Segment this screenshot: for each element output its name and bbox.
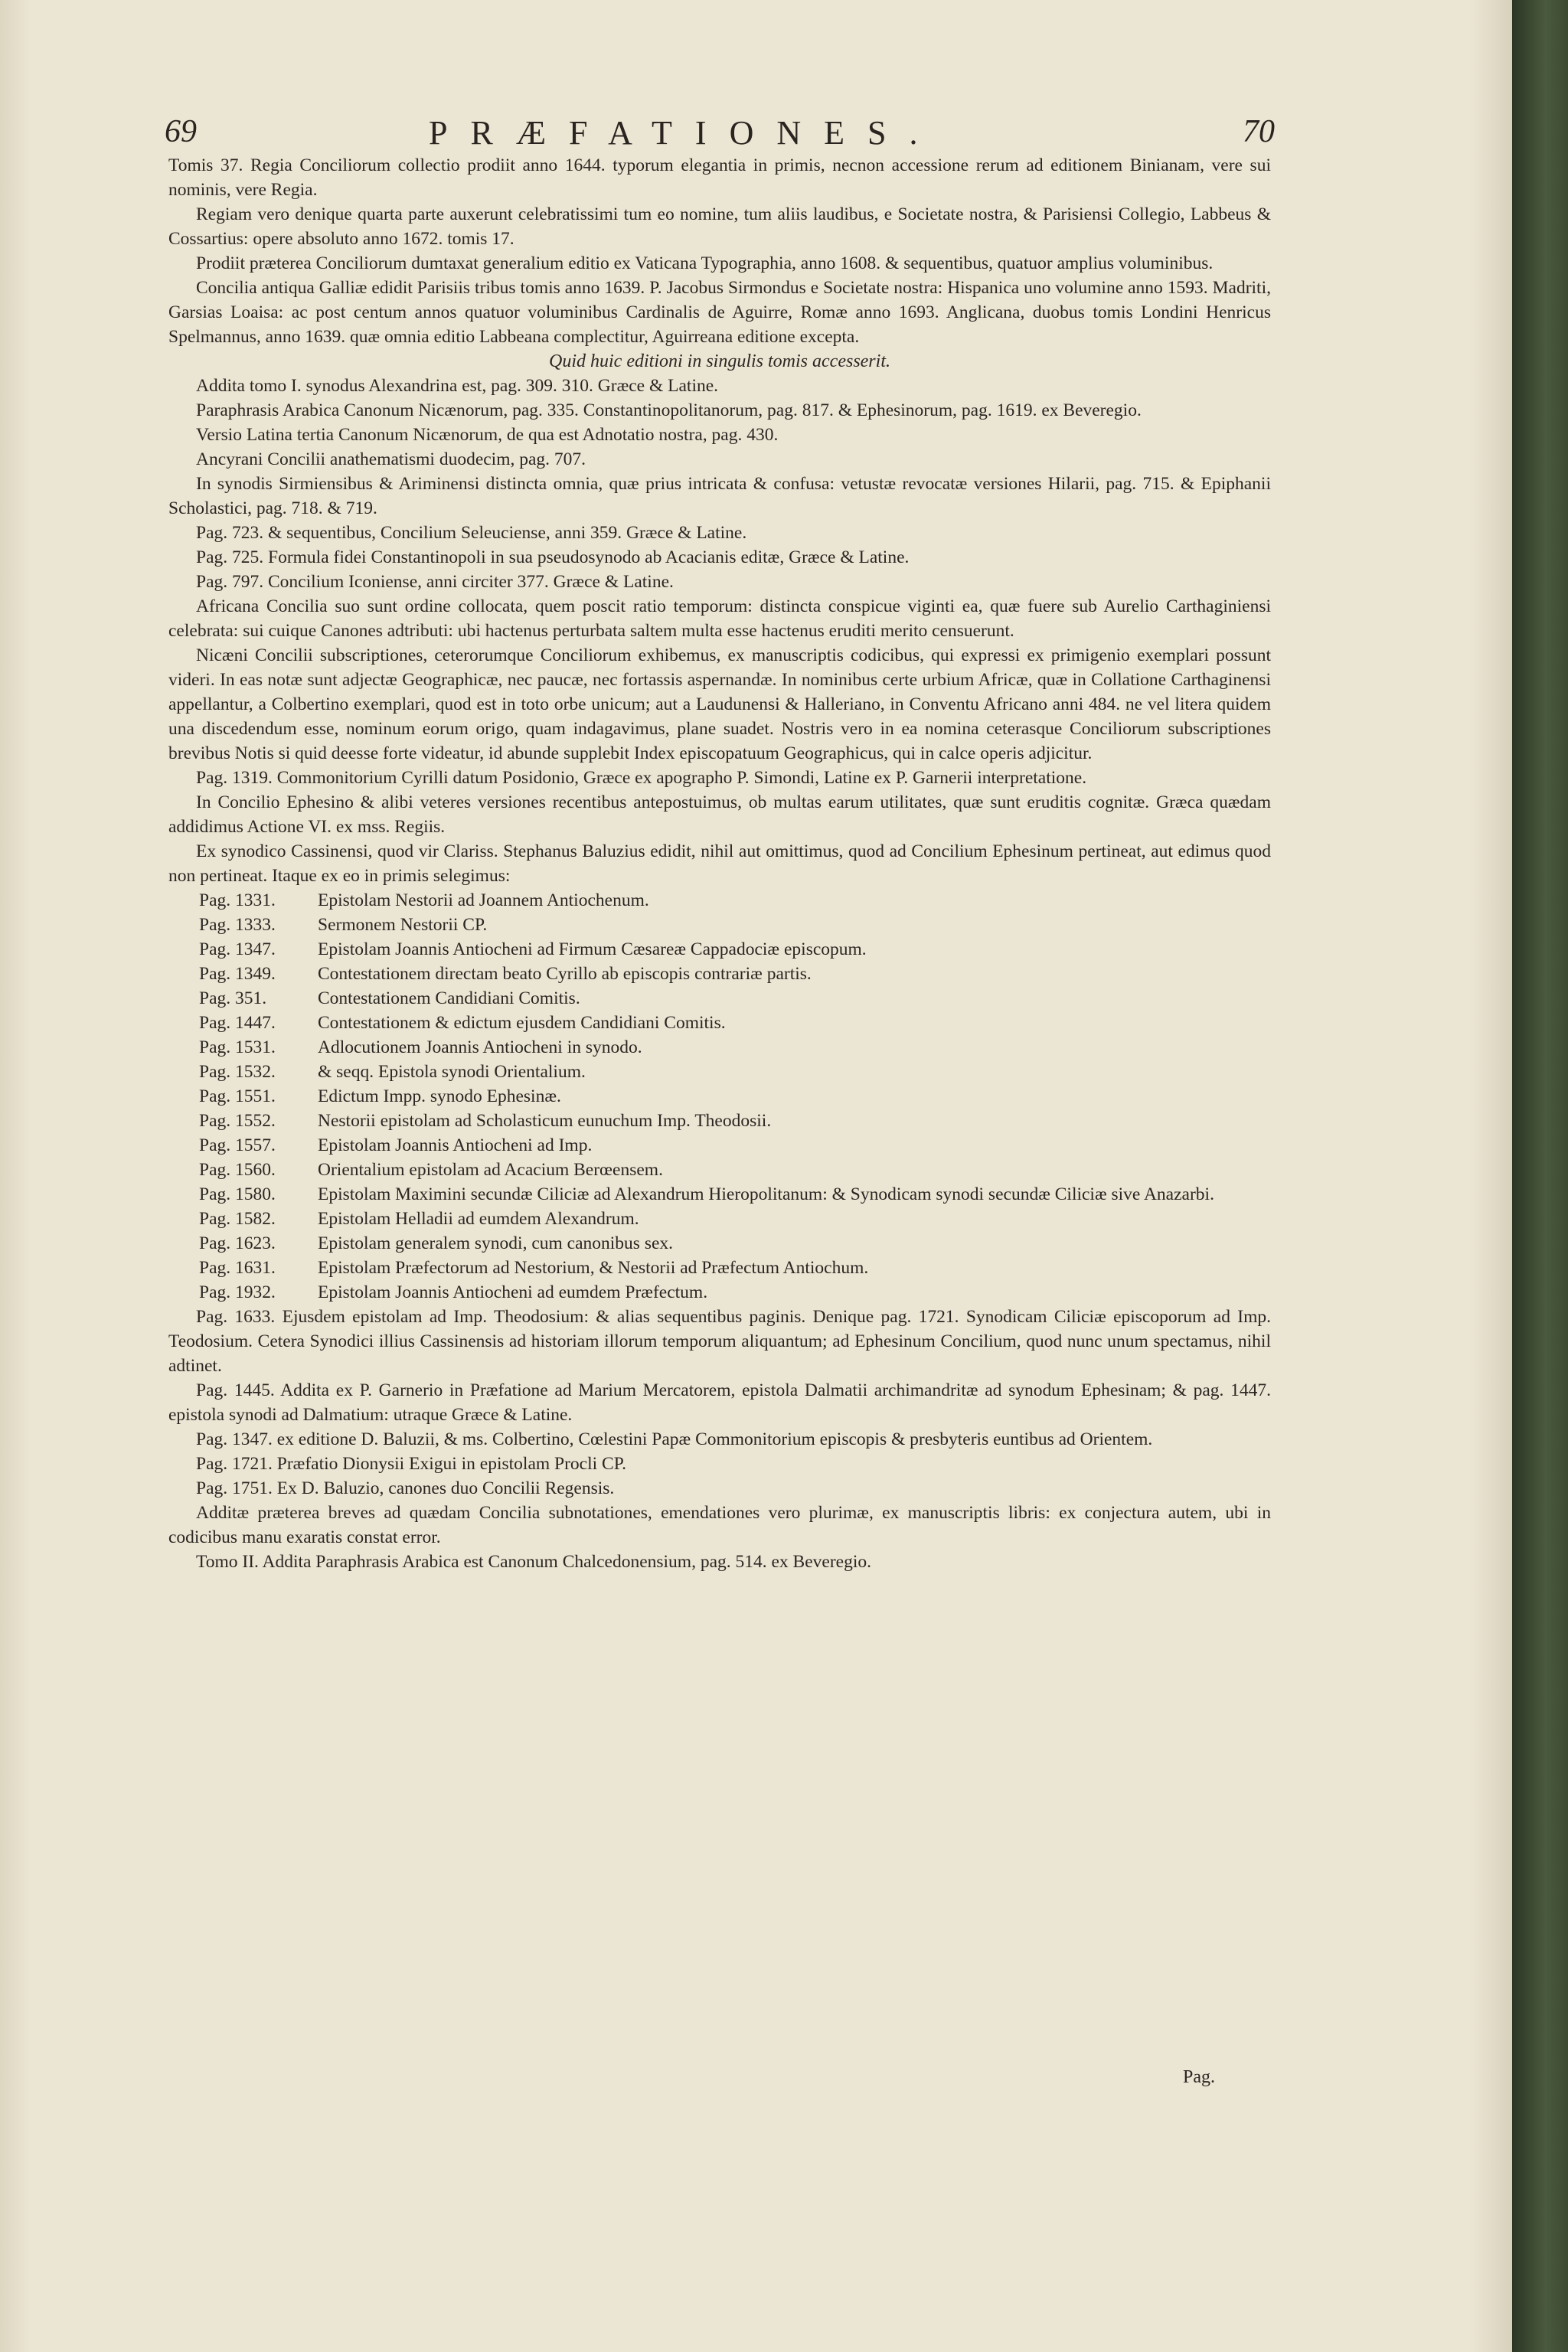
entry-text: Epistolam Præfectorum ad Nestorium, & Nestorii ad Præfectum Antiochum.	[318, 1258, 869, 1278]
list-item	[168, 1035, 1271, 1060]
list-item	[168, 986, 1271, 1011]
list-item	[168, 1231, 1271, 1256]
list-item	[168, 1133, 1271, 1158]
paragraph: Tomo II. Addita Paraphrasis Arabica est Canonum Chalcedonensium, pag. 514. ex Beveregio.	[196, 1552, 872, 1572]
page-ref: Pag. 1580.	[199, 1184, 276, 1204]
page-ref: Pag. 1447.	[199, 1013, 276, 1033]
list-item	[168, 1011, 1271, 1035]
paragraph: Regiam vero denique quarta parte auxerunt celebratissimi tum eo nomine, tum aliis laudibus, e Societate nostra, & Parisiensi Collegio, Labbeus & Cossartius: opere absoluto anno 1672. tomis 17.	[168, 204, 1271, 249]
page-reference-list	[168, 888, 1271, 1305]
running-title: PRÆFATIONES.	[429, 114, 941, 152]
list-item	[168, 1207, 1271, 1231]
paragraph: Paraphrasis Arabica Canonum Nicænorum, pag. 335. Constantinopolitanorum, pag. 817. & Ephesinorum, pag. 1619. ex Beveregio.	[196, 400, 1142, 420]
entry-text: Adlocutionem Joannis Antiocheni in synodo.	[318, 1037, 642, 1057]
paragraph: Pag. 1445. Addita ex P. Garnerio in Præfatione ad Marium Mercatorem, epistola Dalmatii archimandritæ ad synodum Ephesinam; & pag. 1447. epistola synodi ad Dalmatium: utraque Græce & Latine.	[168, 1380, 1271, 1425]
entry-text: Epistolam generalem synodi, cum canonibus sex.	[318, 1233, 674, 1253]
paragraph: Versio Latina tertia Canonum Nicænorum, de qua est Adnotatio nostra, pag. 430.	[196, 425, 779, 445]
paragraph: In synodis Sirmiensibus & Ariminensi distincta omnia, quæ prius intricata & confusa: vetustæ revocatæ versiones Hilarii, pag. 715. & Epiphanii Scholastici, pag. 718. & 719.	[168, 474, 1271, 518]
list-item	[168, 1256, 1271, 1280]
entry-text: Epistolam Nestorii ad Joannem Antiochenum.	[318, 890, 649, 910]
entry-text: Epistolam Helladii ad eumdem Alexandrum.	[318, 1209, 639, 1229]
entry-text: Contestationem Candidiani Comitis.	[318, 988, 580, 1008]
paragraph: In Concilio Ephesino & alibi veteres versiones recentibus antepostuimus, ob multas earum utilitates, quæ sunt eruditis cognitæ. Græca quædam addidimus Actione VI. ex mss. Regiis.	[168, 792, 1271, 837]
entry-text: Epistolam Joannis Antiocheni ad eumdem Præfectum.	[318, 1282, 708, 1302]
list-item	[168, 1084, 1271, 1109]
list-item	[168, 937, 1271, 962]
page-number-left: 69	[165, 114, 197, 149]
book-edge	[1512, 0, 1568, 2352]
page-ref: Pag. 351.	[199, 988, 267, 1008]
entry-text: & seqq. Epistola synodi Orientalium.	[318, 1062, 586, 1082]
paragraph: Pag. 725. Formula fidei Constantinopoli in sua pseudosynodo ab Acacianis editæ, Græce & Latine.	[196, 547, 910, 567]
paragraph: Ex synodico Cassinensi, quod vir Clariss. Stephanus Baluzius edidit, nihil aut omittimus, quod ad Concilium Ephesinum pertineat, aut edimus quod non pertineat. Itaque ex eo in primis selegimus:	[168, 841, 1271, 886]
page-ref: Pag. 1631.	[199, 1258, 276, 1278]
page-ref: Pag. 1349.	[199, 964, 276, 984]
page-ref: Pag. 1582.	[199, 1209, 276, 1229]
page-ref: Pag. 1560.	[199, 1160, 276, 1180]
paragraph: Pag. 1347. ex editione D. Baluzii, & ms. Colbertino, Cœlestini Papæ Commonitorium episcopis & presbyteris euntibus ad Orientem.	[196, 1429, 1153, 1449]
entry-text: Epistolam Joannis Antiocheni ad Imp.	[318, 1135, 593, 1155]
entry-text: Nestorii epistolam ad Scholasticum eunuchum Imp. Theodosii.	[318, 1111, 772, 1131]
paragraph: Pag. 723. & sequentibus, Concilium Seleuciense, anni 359. Græce & Latine.	[196, 523, 747, 543]
list-item	[168, 1109, 1271, 1133]
entry-text: Contestationem & edictum ejusdem Candidiani Comitis.	[318, 1013, 726, 1033]
page-ref: Pag. 1532.	[199, 1062, 276, 1082]
list-item	[168, 1060, 1271, 1084]
paragraph: Nicæni Concilii subscriptiones, ceterorumque Conciliorum exhibemus, ex manuscriptis codicibus, qui expressi ex primigenio exemplari possunt videri. In eas notæ sunt adjectæ Geographicæ, nec paucæ, nec fortassis aspernandæ. In nominibus certe urbium Africæ, quæ in Collatione Carthaginensi appellantur, a Colbertino exemplari, quod est in toto orbe unicum; aut a Laudunensi & Halleriano, in Conventu Africano anni 484. ne vel litera quidem una discedendum esse, nominum eorum origo, quam indagavimus, plane suadet. Nostris vero in ea nomina ceterasque Conciliorum subscriptiones brevibus Notis si quid deesse forte videatur, id abunde supplebit Index episcopatuum Geographicus, qui in calce operis adjicitur.	[168, 645, 1271, 763]
entry-text: Epistolam Maximini secundæ Ciliciæ ad Alexandrum Hieropolitanum: & Synodicam synodi secundæ Ciliciæ sive Anazarbi.	[318, 1184, 1214, 1204]
list-item	[168, 1280, 1271, 1305]
paragraph: Tomis 37. Regia Conciliorum collectio prodiit anno 1644. typorum elegantia in primis, necnon accessione rerum ad editionem Binianam, vere sui nominis, vere Regia.	[168, 155, 1271, 200]
paragraph: Pag. 1721. Præfatio Dionysii Exigui in epistolam Procli CP.	[196, 1454, 627, 1474]
entry-text: Contestationem directam beato Cyrillo ab episcopis contrariæ partis.	[318, 964, 812, 984]
paragraph: Ancyrani Concilii anathematismi duodecim, pag. 707.	[196, 449, 586, 469]
page-header	[165, 113, 1275, 152]
paragraph: Prodiit præterea Conciliorum dumtaxat generalium editio ex Vaticana Typographia, anno 1608. & sequentibus, quatuor amplius voluminibus.	[196, 253, 1214, 273]
paragraph: Pag. 1633. Ejusdem epistolam ad Imp. Theodosium: & alias sequentibus paginis. Denique pag. 1721. Synodicam Ciliciæ episcoporum ad Imp. Teodosium. Cetera Synodici illius Cassinensis ad historiam illorum temporum aliquantum; ad Ephesinum Concilium, quod nunc unum spectamus, nihil adtinet.	[168, 1307, 1271, 1376]
page-ref: Pag. 1531.	[199, 1037, 276, 1057]
page-ref: Pag. 1551.	[199, 1086, 276, 1106]
page-number-right: 70	[1243, 114, 1275, 149]
paragraph: Pag. 1751. Ex D. Baluzio, canones duo Concilii Regensis.	[196, 1478, 615, 1498]
paragraph: Pag. 797. Concilium Iconiense, anni circiter 377. Græce & Latine.	[196, 572, 674, 592]
list-item	[168, 888, 1271, 913]
paragraph: Pag. 1319. Commonitorium Cyrilli datum Posidonio, Græce ex apographo P. Simondi, Latine ex P. Garnerii interpretatione.	[196, 768, 1087, 788]
entry-text: Orientalium epistolam ad Acacium Berœensem.	[318, 1160, 663, 1180]
list-item	[168, 1182, 1271, 1207]
page-ref: Pag. 1331.	[199, 890, 276, 910]
page-body	[168, 153, 1271, 1574]
catchword: Pag.	[1183, 2067, 1215, 2087]
page-ref: Pag. 1557.	[199, 1135, 276, 1155]
page-ref: Pag. 1333.	[199, 915, 276, 935]
page-ref: Pag. 1347.	[199, 939, 276, 959]
page-ref: Pag. 1552.	[199, 1111, 276, 1131]
list-item	[168, 1158, 1271, 1182]
paragraph: Addita tomo I. synodus Alexandrina est, pag. 309. 310. Græce & Latine.	[196, 376, 719, 396]
entry-text: Sermonem Nestorii CP.	[318, 915, 488, 935]
page-ref: Pag. 1623.	[199, 1233, 276, 1253]
entry-text: Edictum Impp. synodo Ephesinæ.	[318, 1086, 561, 1106]
list-item	[168, 913, 1271, 937]
page-ref: Pag. 1932.	[199, 1282, 276, 1302]
paragraph: Additæ præterea breves ad quædam Concilia subnotationes, emendationes vero plurimæ, ex manuscriptis libris: ex conjectura autem, ubi in codicibus manu exaratis constat error.	[168, 1503, 1271, 1547]
paragraph: Africana Concilia suo sunt ordine collocata, quem poscit ratio temporum: distincta conspicue viginti ea, quæ fuere sub Aurelio Carthaginiensi celebrata: sui cuique Canones adtributi: ubi hactenus perturbata saltem multa esse hactenus eruditi merito censuerunt.	[168, 596, 1271, 641]
entry-text: Epistolam Joannis Antiocheni ad Firmum Cæsareæ Cappadociæ episcopum.	[318, 939, 867, 959]
list-item	[168, 962, 1271, 986]
paragraph: Concilia antiqua Galliæ edidit Parisiis tribus tomis anno 1639. P. Jacobus Sirmondus e Societate nostra: Hispanica uno volumine anno 1593. Madriti, Garsias Loaisa: ac post centum annos quatuor voluminibus Cardinalis de Aguirre, Romæ anno 1693. Anglicana, duobus tomis Londini Henricus Spelmannus, anno 1639. quæ omnia editio Labbeana complectitur, Aguirreana editione excepta.	[168, 278, 1271, 347]
section-heading: Quid huic editioni in singulis tomis accesserit.	[549, 351, 890, 371]
